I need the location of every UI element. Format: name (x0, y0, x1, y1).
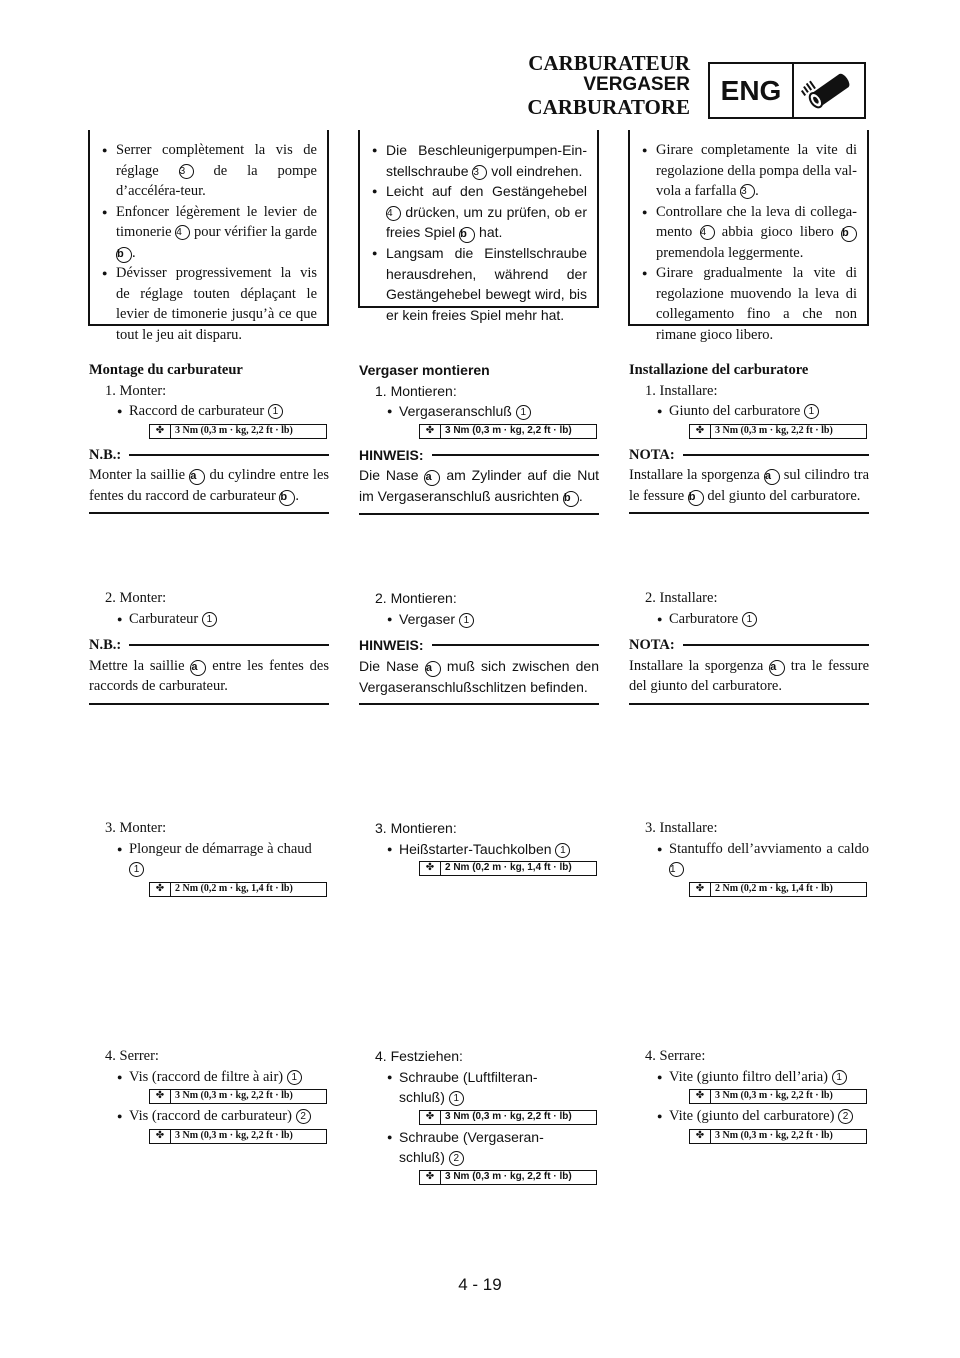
note-header: HINWEIS: (359, 445, 599, 466)
section-header-titles (527, 52, 690, 118)
de-note2: Die Nase a muß sich zwischen den Vergaseranschlußschlitzen befinden. (359, 657, 599, 695)
fr-step3-label: 3. Monter: (105, 820, 167, 836)
note-divider (629, 512, 869, 514)
wrench-icon: ✤ (150, 425, 171, 438)
it-note1: Installare la sporgenza a sul cilindro tra le fessure b del giunto del carburatore. (629, 467, 870, 504)
de-section-title: Vergaser montieren (359, 362, 490, 378)
it-step4-section (629, 1046, 869, 1146)
torque-spec: ✤ 3 Nm (0,3 m · kg, 2,2 ft · lb) (149, 1129, 327, 1144)
fr-section-title: Montage du carburateur (89, 362, 243, 378)
fr-note2: Mettre la saillie a entre les fentes des raccords de carburateur. (89, 657, 329, 694)
wrench-icon: ✤ (690, 883, 711, 896)
torque-spec: ✤ 3 Nm (0,3 m · kg, 2,2 ft · lb) (419, 1110, 597, 1125)
header-title-de: VERGASER (583, 74, 690, 95)
de-step1-item: ● Vergaseranschluß 1 (359, 401, 599, 422)
fr-step4-item1: ● Vis (raccord de filtre à air) 1 (89, 1067, 329, 1088)
de-note1: Die Nase a am Zylinder auf die Nut im Vergaseranschluß ausrichten b . (359, 465, 599, 507)
note-header: HINWEIS: (359, 635, 599, 656)
de-step1-section (359, 360, 599, 515)
fr-note1: Monter la saillie a du cylindre entre les fentes du raccord de carburateur b . (89, 467, 330, 504)
it-step2-item: ● Carburatore 1 (629, 609, 869, 630)
note-header: NOTA: (629, 445, 869, 466)
de-step4-section (359, 1046, 599, 1187)
top-box-it-item: ● Controllare che la leva di collega-mento 4 abbia gioco libero b premendola leggermente. (642, 202, 857, 264)
note-header: NOTA: (629, 635, 869, 656)
it-section-title: Installazione del carburatore (629, 362, 809, 378)
de-step4-item1: ● Schraube (Luftfilteran-schluß) 1 (359, 1067, 599, 1108)
torque-spec: ✤ 2 Nm (0,2 m · kg, 1,4 ft · lb) (419, 861, 597, 876)
wrench-icon: ✤ (150, 883, 171, 896)
eng-badge-label: ENG (710, 64, 794, 117)
torque-spec: ✤ 3 Nm (0,3 m · kg, 2,2 ft · lb) (689, 1129, 867, 1144)
it-step2-section (629, 588, 869, 705)
de-step2-item: ● Vergaser 1 (359, 609, 599, 630)
torque-spec: ✤ 3 Nm (0,3 m · kg, 2,2 ft · lb) (149, 1089, 327, 1104)
eng-badge (708, 62, 866, 119)
it-note2: Installare la sporgenza a tra le fessure del giunto del carburatore. (629, 657, 870, 694)
fr-step2-label: 2. Monter: (105, 590, 167, 606)
it-step3-label: 3. Installare: (645, 820, 718, 836)
de-step4-label: 4. Festziehen: (375, 1048, 463, 1064)
fr-step3-item: ● Plongeur de démarrage à chaud 1 (89, 839, 329, 880)
top-box-it (628, 130, 869, 343)
top-box-de-item: ● Die Beschleunigerpumpen-Ein-stellschraube 3 voll eindrehen. (372, 140, 587, 181)
it-step1-label: 1. Installare: (645, 382, 718, 399)
fr-step1-section (89, 360, 329, 514)
de-step3-item: ● Heißstarter-Tauchkolben 1 (359, 839, 599, 860)
torque-spec: ✤ 2 Nm (0,2 m · kg, 1,4 ft · lb) (689, 882, 867, 897)
wrench-icon: ✤ (420, 425, 441, 438)
wrench-icon: ✤ (420, 862, 441, 875)
it-step4-item2: ● Vite (giunto del carburatore) 2 (629, 1106, 869, 1127)
engine-icon (794, 64, 864, 117)
note-divider (359, 513, 599, 515)
note-divider (89, 512, 329, 514)
it-step1-section (629, 360, 869, 514)
fr-step2-section (89, 588, 329, 705)
de-step2-label: 2. Montieren: (375, 590, 457, 606)
wrench-icon: ✤ (150, 1090, 171, 1103)
fr-step4-item2: ● Vis (raccord de carburateur) 2 (89, 1106, 329, 1127)
it-step3-item: ● Stantuffo dell’avviamento a caldo 1 (629, 839, 869, 880)
page-number: 4 - 19 (458, 1275, 502, 1294)
it-step4-label: 4. Serrare: (645, 1048, 706, 1064)
de-step1-label: 1. Montieren: (375, 382, 457, 399)
note-divider (89, 703, 329, 705)
it-step4-item1: ● Vite (giunto filtro dell’aria) 1 (629, 1067, 869, 1088)
it-step2-label: 2. Installare: (645, 590, 718, 606)
top-box-fr-item: ● Enfoncer légèrement le levier de timonerie 4 pour vérifier la garde b . (102, 202, 317, 264)
de-step2-section (359, 588, 599, 705)
wrench-icon: ✤ (690, 1090, 711, 1103)
it-step3-section (629, 818, 869, 899)
torque-spec: ✤ 3 Nm (0,3 m · kg, 2,2 ft · lb) (689, 1089, 867, 1104)
torque-spec: ✤ 2 Nm (0,2 m · kg, 1,4 ft · lb) (149, 882, 327, 897)
fr-step1-label: 1. Monter: (105, 382, 167, 399)
fr-step2-item: ● Carburateur 1 (89, 609, 329, 630)
top-box-it-item: ● Girare completamente la vite di regolazione della pompa della val-vola a farfalla 3 . (642, 140, 857, 202)
top-box-it-item: ● Girare gradualmente la vite di regolazione muovendo la leva di collegamento fino a che non rimane gioco libero. (642, 263, 857, 345)
fr-step1-item: ● Raccord de carburateur 1 (89, 401, 329, 422)
torque-spec: ✤ 3 Nm (0,3 m · kg, 2,2 ft · lb) (149, 424, 327, 439)
torque-spec: ✤ 3 Nm (0,3 m · kg, 2,2 ft · lb) (419, 1170, 597, 1185)
wrench-icon: ✤ (150, 1130, 171, 1143)
top-box-de (358, 130, 599, 323)
it-step1-item: ● Giunto del carburatore 1 (629, 401, 869, 422)
de-step3-section (359, 818, 599, 878)
wrench-icon: ✤ (690, 425, 711, 438)
note-header: N.B.: (89, 445, 329, 466)
fr-step3-section (89, 818, 329, 899)
de-step3-label: 3. Montieren: (375, 820, 457, 836)
wrench-icon: ✤ (420, 1111, 441, 1124)
torque-spec: ✤ 3 Nm (0,3 m · kg, 2,2 ft · lb) (419, 424, 597, 439)
top-box-de-item: ● Langsam die Einstellschraube herausdrehen, während der Gestängehebel bewegt wird, bis er kein freies Spiel mehr hat. (372, 243, 587, 325)
header-title-fr: CARBURATEUR (528, 51, 690, 75)
torque-spec: ✤ 3 Nm (0,3 m · kg, 2,2 ft · lb) (689, 424, 867, 439)
fr-step4-section (89, 1046, 329, 1146)
top-box-fr-item: ● Serrer complètement la vis de réglage 3 de la pompe d’accéléra-teur. (102, 140, 317, 202)
wrench-icon: ✤ (690, 1130, 711, 1143)
fr-step4-label: 4. Serrer: (105, 1048, 159, 1064)
header-title-it: CARBURATORE (527, 95, 690, 119)
top-box-fr (88, 130, 329, 343)
top-box-de-item: ● Leicht auf den Gestängehebel 4 drücken, um zu prüfen, ob er freies Spiel b hat. (372, 181, 587, 243)
note-divider (359, 703, 599, 705)
top-box-fr-item: ● Dévisser progressivement la vis de réglage touten déplaçant le levier de timonerie jusqu’à ce que tout le jeu ait disparu. (102, 263, 317, 345)
de-step4-item2: ● Schraube (Vergaseran-schluß) 2 (359, 1127, 599, 1168)
note-header: N.B.: (89, 635, 329, 656)
wrench-icon: ✤ (420, 1171, 441, 1184)
note-divider (629, 703, 869, 705)
